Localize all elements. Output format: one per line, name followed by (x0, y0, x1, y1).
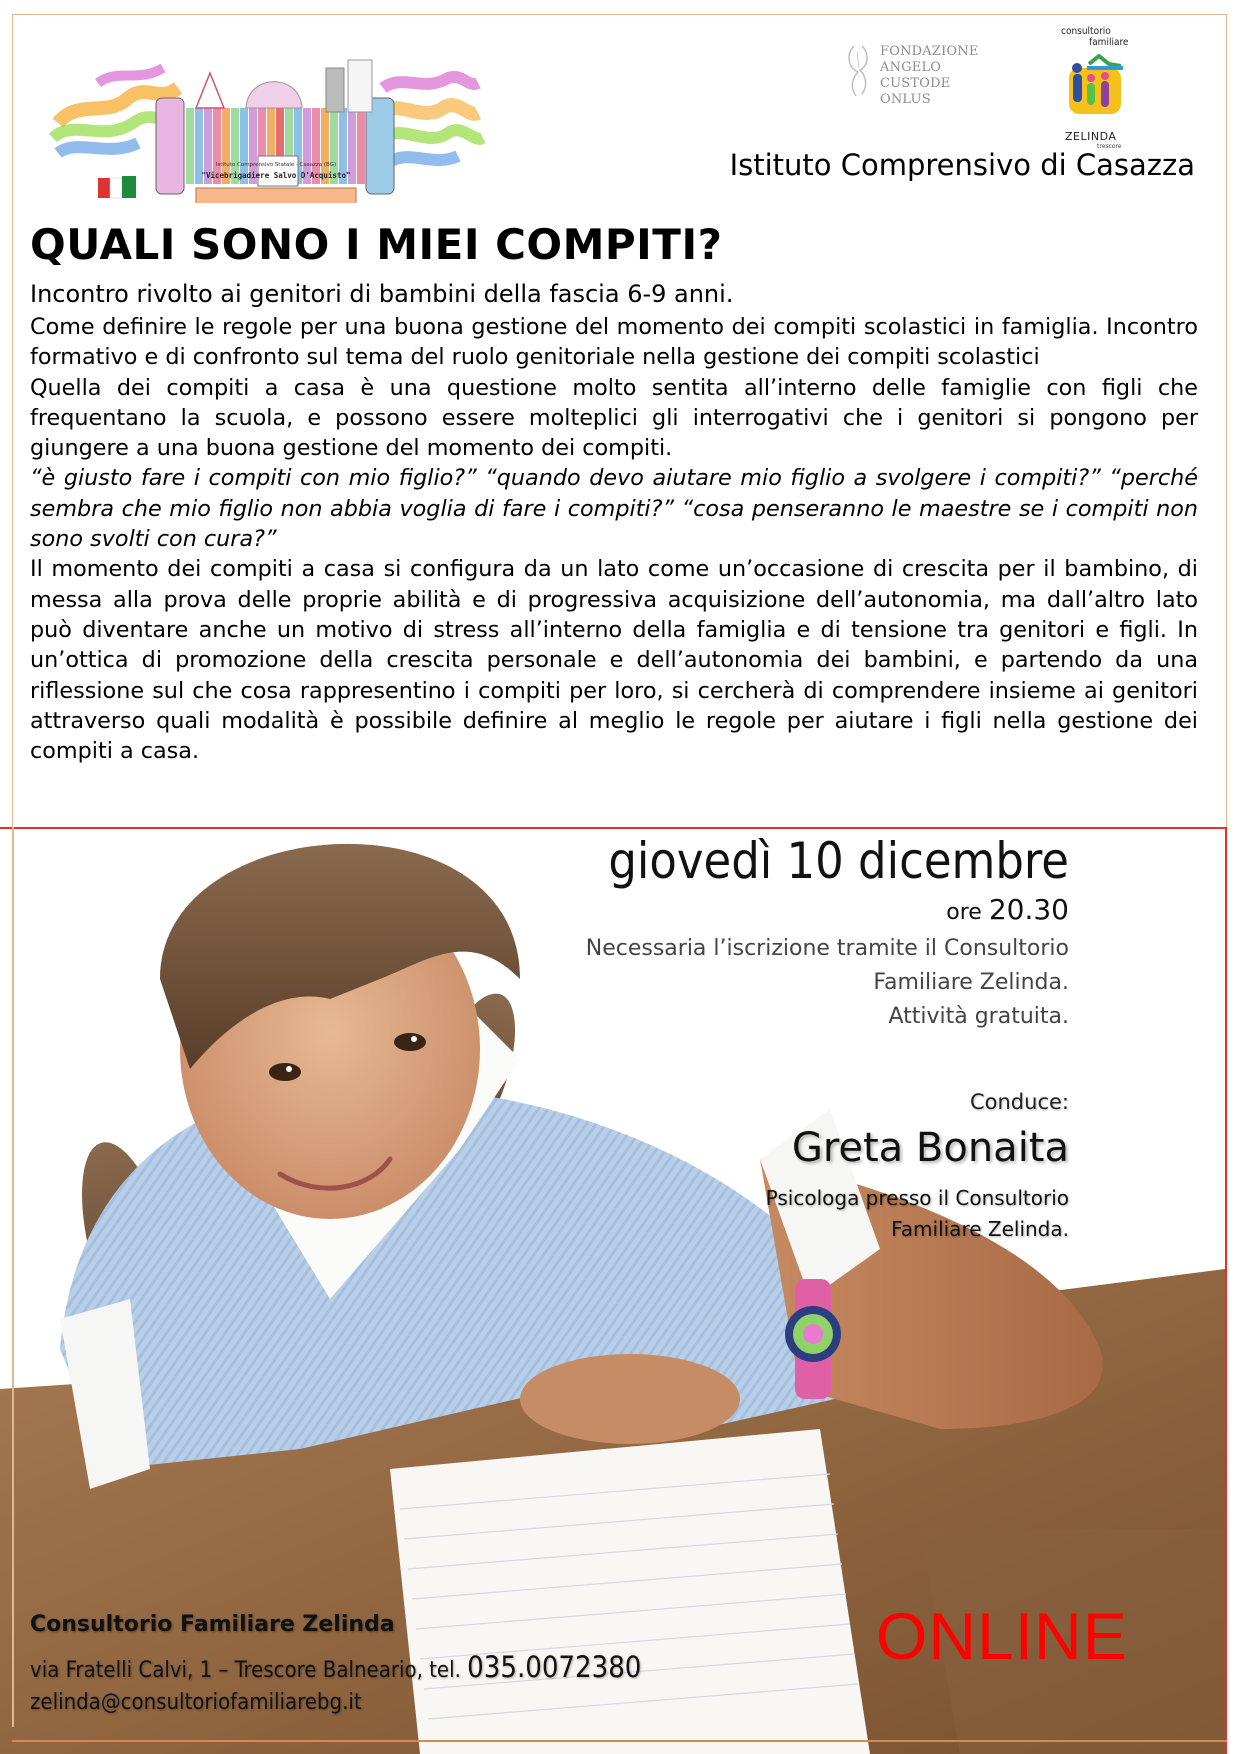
fondazione-angelo-custode-logo (844, 40, 1014, 107)
footer-phone[interactable]: 035.0072380 (467, 1650, 642, 1684)
zelinda-logo-line2: familiare (1089, 37, 1129, 48)
description-paragraph-1: Come definire le regole per una buona gestione del momento dei compiti scolastici in famiglia. Incontro formativo e di confronto sul tema del ruolo genitoriale nella gestione dei compiti scolastici (30, 314, 1198, 371)
school-logo (38, 28, 518, 203)
zelinda-logo-name: ZELINDA (1065, 130, 1117, 143)
page-title: QUALI SONO I MIEI COMPITI? (30, 220, 723, 269)
event-time-prefix: ore (946, 900, 989, 925)
event-date: giovedì 10 dicembre (608, 832, 1069, 890)
fondazione-line2: ANGELO CUSTODE (880, 60, 951, 91)
event-time-value: 20.30 (988, 893, 1069, 926)
fondazione-line3: ONLUS (880, 92, 931, 107)
conduce-label: Conduce: (969, 1090, 1069, 1114)
presenter-role (766, 1183, 1069, 1245)
zelinda-logo-town: trescore (1097, 143, 1122, 150)
zelinda-logo-line1: consultorio (1061, 26, 1111, 37)
left-border-rule (12, 827, 14, 1727)
event-note-free: Attività gratuita. (888, 1004, 1069, 1029)
presenter-name: Greta Bonaita (791, 1125, 1069, 1171)
description-paragraph-4: Il momento dei compiti a casa si configura da un lato come un’occasione di crescita per il bambino, di messa alla prova delle proprie abilità e di progressiva acquisizione dell’autonomia, ma dall’altro lato può diventare anche un motivo di stress all’interno della famiglia e di tensione tra genitori e figli. In un’ottica di promozione della crescita personale e dell’autonomia dei bambini, e partendo da una riflessione sul che cosa rappresentino i compiti per loro, si cercherà di comprendere insieme ai genitori attraverso quali modalità è possibile definire al meglio le regole per aiutare i figli nella gestione dei compiti a casa. (30, 556, 1198, 765)
fondazione-line1: FONDAZIONE (880, 44, 979, 59)
online-badge: ONLINE (876, 1599, 1128, 1673)
presenter-role-line1: Psicologa presso il Consultorio (765, 1186, 1069, 1210)
presenter-role-line2: Familiare Zelinda. (891, 1217, 1069, 1241)
page-subtitle: Incontro rivolto ai genitori di bambini della fascia 6-9 anni. (30, 280, 734, 308)
family-figures-icon (1065, 54, 1125, 120)
event-note-registration: Necessaria l’iscrizione tramite il Consultorio (585, 936, 1069, 961)
consultorio-zelinda-logo (1055, 26, 1145, 156)
event-notes (586, 932, 1069, 1034)
event-note-registration-cont: Familiare Zelinda. (873, 970, 1069, 995)
footer-address (30, 1650, 641, 1684)
footer-address-text: via Fratelli Calvi, 1 – Trescore Balneario, tel. (30, 1658, 468, 1683)
school-logo-line1: Istituto Comprensivo Statale · Casazza (BG) (215, 162, 337, 168)
event-time (946, 893, 1069, 926)
institute-name: Istituto Comprensivo di Casazza (729, 148, 1195, 182)
bottom-border-rule (12, 1740, 1227, 1742)
angel-hands-icon (844, 42, 876, 98)
description-questions: “è giusto fare i compiti con mio figlio?” “quando devo aiutare mio figlio a svolgere i compiti?” “perché sembra che mio figlio non abbia voglia di fare i compiti?” “cosa penseranno le maestre se i compiti non sono svolti con cura?” (30, 465, 1198, 553)
description (30, 312, 1198, 766)
footer-email[interactable]: zelinda@consultoriofamiliarebg.it (30, 1690, 362, 1715)
school-logo-line2: "Vicebrigadiere Salvo D'Acquisto" (201, 171, 351, 180)
description-paragraph-2: Quella dei compiti a casa è una questione molto sentita all’interno delle famiglie con figli che frequentano la scuola, e possono essere molteplici gli interrogativi che i genitori si pongono per giungere a una buona gestione del momento dei compiti. (30, 374, 1198, 462)
footer-org-name: Consultorio Familiare Zelinda (30, 1612, 395, 1637)
